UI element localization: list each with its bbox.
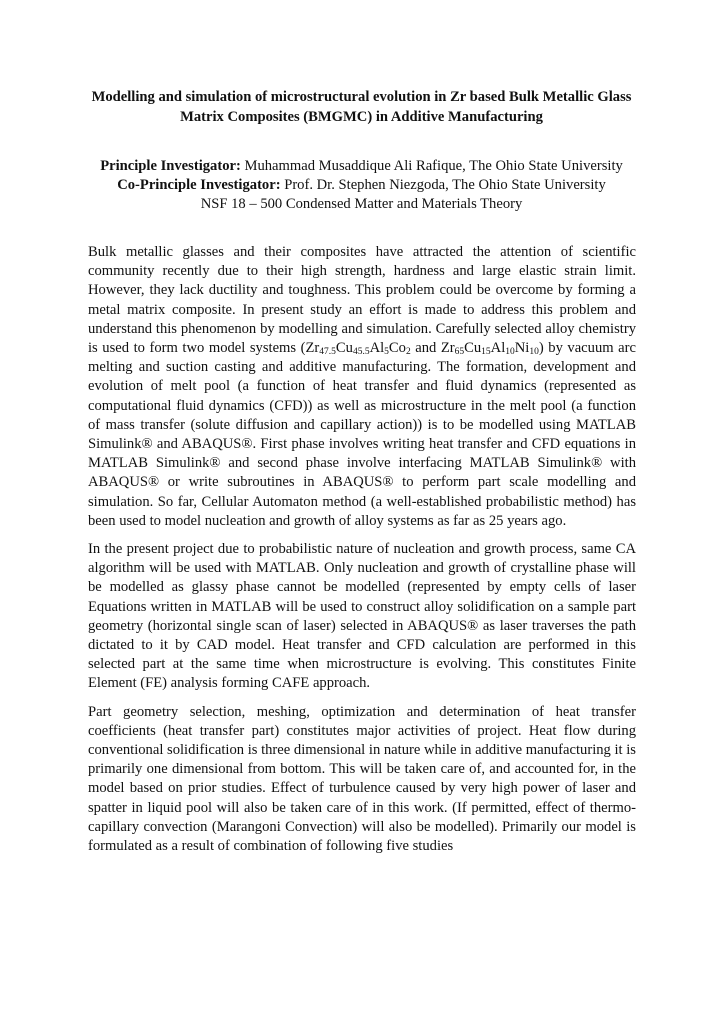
element-subscript: 10 — [529, 347, 539, 358]
pi-label: Principle Investigator: — [100, 158, 241, 174]
element-symbol: Co — [388, 340, 406, 357]
element-subscript: 2 — [405, 347, 411, 358]
element-subscript: 15 — [481, 347, 491, 358]
element-symbol: Zr — [440, 340, 455, 357]
paragraph-1-part-2: ) by vacuum arc melting and suction casting and additive manufacturing. The formation, development and evolution of melt pool (a function of heat transfer and fluid dynamics (represented as computational fluid dynamics (CFD)) as well as microstructure in the melt pool (a function of mass transfer (solute diffusion and capillary action)) is to be modelled using MATLAB Simulink® and ABAQUS®. First phase involves writing heat transfer and CFD equations in MATLAB Simulink® and second phase involve interfacing MATLAB Simulink® with ABAQUS® or write subroutines in ABAQUS® to perform part scale modelling and simulation. So far, Cellular Automaton method (a well-established probabilistic method) has been used to model nucleation and growth of alloy systems as far as 25 years ago. — [88, 340, 636, 529]
co-principal-investigator-line — [80, 176, 643, 195]
alloy-formula-2 — [441, 340, 539, 356]
alloy-formula-1 — [306, 340, 411, 356]
element-symbol: Al — [369, 340, 385, 357]
element-subscript: 65 — [454, 347, 465, 358]
copi-value: Prof. Dr. Stephen Niezgoda, The Ohio State University — [280, 177, 606, 194]
element-subscript: 45.5 — [352, 347, 370, 358]
program-line: NSF 18 – 500 Condensed Matter and Materials Theory — [200, 196, 523, 213]
pi-value: Muhammad Musaddique Ali Rafique, The Ohio State University — [240, 158, 623, 174]
element-subscript: 47.5 — [319, 347, 336, 358]
paragraph-3: Part geometry selection, meshing, optimization and determination of heat transfer coefficients (heat transfer part) constitutes major activities of project. Heat flow during conventional solidification is three dimensional in nature while in additive manufacturing it is primarily one dimensional from bottom. This will be taken care of, and accounted for, in the model based on prior studies. Effect of turbulence caused by very high power of laser and spatter in liquid pool will also be taken care of in this work. (If permitted, effect of thermo-capillary convection (Marangoni Convection) will also be modelled). Primarily our model is formulated as a result of combination of following five studies — [88, 703, 636, 855]
title-line-1: Modelling and simulation of microstructural evolution in Zr based Bulk Metallic Glass — [91, 89, 632, 105]
principal-investigator-line — [80, 157, 643, 176]
copi-label: Co-Principle Investigator: — [117, 177, 281, 194]
element-subscript: 5 — [384, 347, 389, 358]
paragraph-1-part-1: Bulk metallic glasses and their composites have attracted the attention of scientific community recently due to their high strength, hardness and large elastic strain limit. However, they lack ductility and toughness. This problem could be overcome by forming a metal matrix composite. In present study an effort is made to address this problem and understand this phenomenon by modelling and simulation. Carefully selected alloy chemistry is used to form two model systems ( — [88, 244, 636, 357]
element-symbol: Al — [490, 340, 506, 357]
document-body — [88, 243, 636, 865]
element-subscript: 10 — [505, 347, 515, 358]
formula-joiner: and — [410, 340, 441, 357]
paragraph-2: In the present project due to probabilistic nature of nucleation and growth process, same CA algorithm will be used with MATLAB. Only nucleation and growth of crystalline phase will be modelled as glassy phase cannot be modelled (represented by empty cells of laser Equations written in MATLAB will be used to construct alloy solidification on a sample part geometry (horizontal single scan of laser) selected in ABAQUS® as laser traverses the path dictated to it by CAD model. Heat transfer and CFD calculation are performed in this selected part at the same time when microstructure is evolving. This constitutes Finite Element (FE) analysis forming CAFE approach. — [88, 541, 636, 692]
investigators-block — [80, 157, 643, 215]
title-line-2: Matrix Composites (BMGMC) in Additive Manufacturing — [180, 108, 543, 125]
element-symbol: Zr — [305, 340, 320, 357]
element-symbol: Ni — [514, 340, 530, 357]
document-title — [80, 88, 643, 127]
element-symbol: Cu — [335, 340, 353, 357]
paragraph-1 — [88, 243, 636, 531]
element-symbol: Cu — [464, 340, 482, 357]
